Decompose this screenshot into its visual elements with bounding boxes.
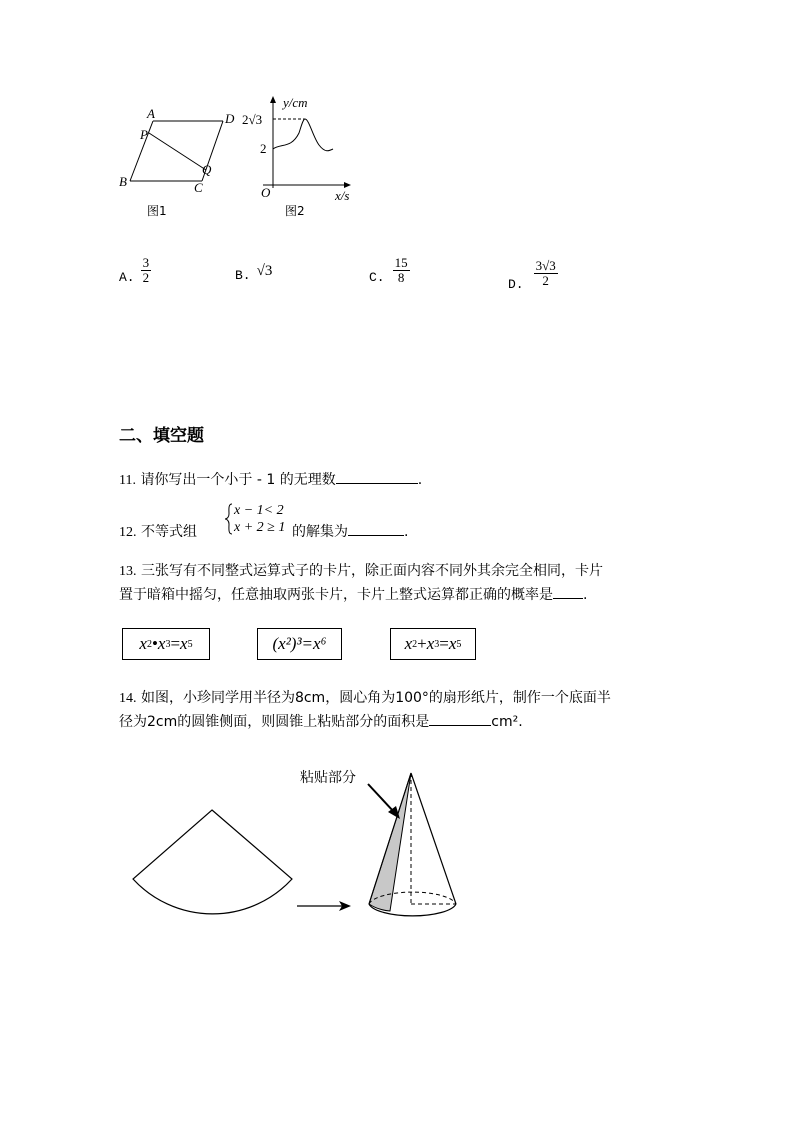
option-b xyxy=(235,260,272,283)
q13-line2 xyxy=(119,584,587,604)
card1-base1: x xyxy=(139,634,147,653)
q12-inequality-2: x + 2 ≥ 1 xyxy=(234,520,286,535)
tick-2sqrt3: 2√3 xyxy=(242,112,263,127)
card1-exp1: 2 xyxy=(146,638,152,650)
q12-tail xyxy=(292,521,408,541)
figure2-caption: 图2 xyxy=(285,204,305,218)
q14-end: . xyxy=(518,714,523,730)
q14-line2 xyxy=(119,711,523,731)
option-a-num: 3 xyxy=(142,255,150,270)
q13-line1 xyxy=(119,560,603,580)
q13-end: . xyxy=(583,587,588,603)
q14-unit: cm² xyxy=(491,714,519,730)
card1-exp2: 3 xyxy=(165,638,171,650)
option-c-letter: C. xyxy=(369,270,385,285)
sector-figure xyxy=(125,800,305,925)
q11-end: . xyxy=(417,472,423,488)
card-1 xyxy=(122,628,210,660)
option-a-fraction xyxy=(141,256,152,285)
q12-line xyxy=(119,521,197,541)
card3-base2: x xyxy=(426,634,435,653)
q11-text: 请你写出一个小于 - 1 的无理数 xyxy=(140,472,336,488)
q12-suffix: 的解集为 xyxy=(292,524,348,540)
option-c xyxy=(369,256,410,285)
option-b-value: √3 xyxy=(256,263,273,279)
q14-text-1: 如图，小珍同学用半径为8cm，圆心角为100°的扇形纸片，制作一个底面半 xyxy=(140,690,611,706)
q12-system xyxy=(234,502,285,536)
card-3 xyxy=(390,628,476,660)
option-d-num: 3√3 xyxy=(535,258,556,273)
label-a: A xyxy=(147,106,155,121)
card-2 xyxy=(257,628,342,660)
q12-end: . xyxy=(404,524,409,540)
section-title: 二、填空题 xyxy=(119,426,204,446)
card2-expression: (x²)³=x⁶ xyxy=(272,634,327,653)
option-a-letter: A. xyxy=(119,270,135,285)
y-axis-label: y/cm xyxy=(283,95,308,110)
card1-exp3: 5 xyxy=(187,638,193,650)
q11-number: 11. xyxy=(119,473,136,488)
q11-answer-blank[interactable] xyxy=(336,469,418,484)
label-q: Q xyxy=(202,162,212,177)
q13-text-2: 置于暗箱中摇匀，任意抽取两张卡片，卡片上整式运算都正确的概率是 xyxy=(119,587,553,603)
q14-number: 14. xyxy=(119,691,137,706)
cone-figure xyxy=(290,758,480,923)
q12-prefix: 不等式组 xyxy=(140,524,197,540)
question-11 xyxy=(119,469,422,489)
q12-number: 12. xyxy=(119,525,137,540)
q14-line1 xyxy=(119,687,611,707)
card3-base3: x xyxy=(448,634,457,653)
option-a-den: 2 xyxy=(142,270,150,285)
q13-answer-blank[interactable] xyxy=(553,584,583,599)
figure1-caption: 图1 xyxy=(147,204,167,218)
card1-eq: = xyxy=(170,634,181,653)
label-p: P xyxy=(140,127,148,142)
card3-exp1: 2 xyxy=(412,638,418,650)
cone-label: 粘贴部分 xyxy=(300,770,356,786)
q13-text-1: 三张写有不同整式运算式子的卡片，除正面内容不同外其余完全相同，卡片 xyxy=(140,563,603,579)
tick-2: 2 xyxy=(260,141,267,156)
q12-inequality-1: x − 1< 2 xyxy=(234,503,284,518)
option-c-den: 8 xyxy=(397,270,405,285)
card1-base3: x xyxy=(180,634,188,653)
label-c: C xyxy=(194,180,203,195)
option-b-letter: B. xyxy=(235,268,251,283)
x-axis-label: x/s xyxy=(335,188,350,203)
q12-brace xyxy=(224,502,234,536)
option-d-den: 2 xyxy=(542,273,549,288)
option-c-num: 15 xyxy=(394,255,408,270)
q12-answer-blank[interactable] xyxy=(348,521,404,536)
option-d xyxy=(508,255,558,292)
card1-op: • xyxy=(151,634,158,653)
card3-eq: = xyxy=(439,634,449,653)
option-d-letter: D. xyxy=(508,277,524,292)
origin-label: O xyxy=(261,185,271,200)
card3-op: + xyxy=(417,634,427,653)
q14-answer-blank[interactable] xyxy=(429,711,491,726)
option-d-fraction xyxy=(534,259,558,288)
label-d: D xyxy=(225,111,235,126)
card3-base1: x xyxy=(404,634,413,653)
option-a xyxy=(119,256,151,285)
card1-base2: x xyxy=(157,634,166,653)
q13-number: 13. xyxy=(119,564,137,579)
label-b: B xyxy=(119,174,127,189)
figure2-graph xyxy=(235,93,365,223)
option-c-fraction xyxy=(393,256,410,285)
card3-exp2: 3 xyxy=(434,638,440,650)
q14-text-2: 径为2cm的圆锥侧面，则圆锥上粘贴部分的面积是 xyxy=(119,714,430,730)
card3-exp3: 5 xyxy=(456,638,462,650)
figure1-parallelogram xyxy=(110,100,250,220)
